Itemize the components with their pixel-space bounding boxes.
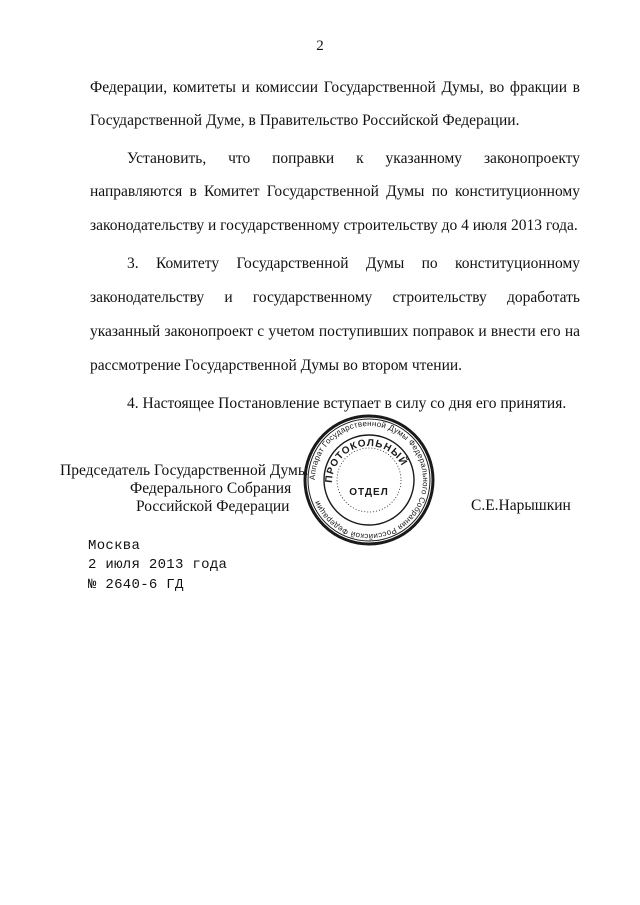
paragraph-3-line-1: 3. Комитету Государственной Думы по конституционному	[127, 255, 580, 272]
footer-document-number: № 2640-6 ГД	[88, 577, 184, 593]
signature-title-line-3: Российской Федерации	[136, 498, 290, 515]
signature-title-line-1: Председатель Государственной Думы	[60, 462, 309, 479]
official-seal-stamp	[302, 413, 436, 547]
stamp-outer-text: Аппарат Государственной Думы Федерального Собрания Российской Федерации	[307, 418, 431, 542]
paragraph-4-line-1: 4. Настоящее Постановление вступает в силу со дня его принятия.	[127, 395, 567, 412]
paragraph-2-line-3: законодательству и государственному строительству до 4 июля 2013 года.	[90, 217, 578, 234]
footer-date: 2 июля 2013 года	[88, 557, 228, 573]
paragraph-2-line-2: направляются в Комитет Государственной Думы по конституционному	[90, 183, 580, 200]
stamp-inner-top: ПРОТОКОЛЬНЫЙ	[323, 437, 410, 484]
page-number: 2	[316, 38, 324, 54]
paragraph-3-line-3: указанный законопроект с учетом поступивших поправок и внести его на	[90, 323, 580, 340]
signature-title-line-2: Федерального Собрания	[130, 480, 292, 497]
stamp-inner-bottom: ОТДЕЛ	[349, 487, 389, 498]
footer-city: Москва	[88, 538, 141, 554]
paragraph-3-line-4: рассмотрение Государственной Думы во втором чтении.	[90, 357, 463, 374]
paragraph-3-line-2: законодательству и государственному строительству доработать	[90, 289, 580, 306]
paragraph-1-line-1: Федерации, комитеты и комиссии Государственной Думы, во фракции в	[90, 79, 580, 96]
paragraph-1-line-2: Государственной Думе, в Правительство Российской Федерации.	[90, 112, 520, 129]
paragraph-2-line-1: Установить, что поправки к указанному законопроекту	[127, 150, 580, 167]
signatory-name: С.Е.Нарышкин	[471, 497, 571, 514]
